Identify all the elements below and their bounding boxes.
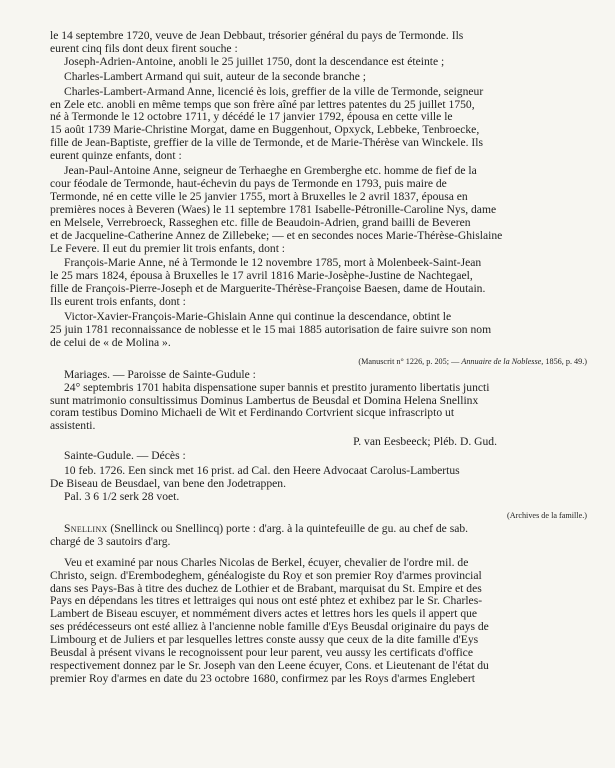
source-citation-text: (Manuscrit n° 1226, p. 205; — (358, 356, 462, 366)
mariages-heading: Mariages. — Paroisse de Sainte-Gudule : (64, 367, 256, 381)
paragraph-berkel-certificate: Veu et examiné par nous Charles Nicolas de Berkel, écuyer, chevalier de l'ordre mil. de Christo, seign. d'Erembodeghem, généalogiste du Roy et son premier Roy d'armes provincial dans ses Pays-Bas à titre des duchez de Lothier et de Brabant, marquisat du St. Empire et des Pays en dépendans les titres et lettraiges qui nous ont esté phtez et exhibez par le Sr. Charles- Lambert de Biseau escuyer, et nommément divers actes et lettres hors les quels il appert que ses prédécesseurs ont esté alliez à l'ancienne noble famille d'Eys Beusdal originaire du pays de Limbourg et de Juliers et par lesquelles lettres conste aussy que ceux de la dite famille d'Eys Beusdal à présent vivans le recognoissent pour leur parent, veu aussy les certificats d'office respectivement donnez par le Sr. Joseph van den Leene écuyer, Cons. et Lieutenant de l'état du premier Roy d'armes en date du 23 octobre 1680, confirmez par les Roys d'armes Englebert (50, 555, 489, 685)
deces-body: 10 feb. 1726. Een sinck met 16 prist. ad Cal. den Heere Advocaat Carolus-Lambertus De Biseau de Beusdael, van bene den Jodetrappen. (50, 464, 460, 491)
paragraph-victor-xavier: Victor-Xavier-François-Marie-Ghislain Anne qui continue la descendance, obtint le 25 juin 1781 reconnaissance de noblesse et le 15 mai 1885 autorisation de faire suivre son nom de celui de « de Molina ». (50, 310, 492, 349)
deces-pal: Pal. 3 6 1/2 serk 28 voet. (64, 490, 180, 503)
paragraph-francois-marie: François-Marie Anne, né à Termonde le 12 novembre 1785, mort à Molenbeek-Saint-Jean le 25 mars 1824, épousa à Bruxelles le 17 avril 1816 Marie-Josèphe-Justine de Nachtegael, fille de François-Pierre-Joseph et de Marguerite-Thérèse-Françoise Baesen, dame de Houtain. Ils eurent trois enfants, dont : (50, 256, 486, 309)
paragraph-joseph-adrien: Joseph-Adrien-Antoine, anobli le 25 juillet 1750, dont la descendance est éteinte ; (64, 54, 445, 68)
source-citation-italic: Annuaire de la Noblesse, (461, 356, 544, 366)
source-citation-tail: 1856, p. 49.) (543, 356, 587, 366)
mariages-signature: P. van Eesbeeck; Pléb. D. Gud. (353, 435, 497, 449)
snellinx-name: Snellinx (64, 521, 108, 535)
source-citation-manuscript (50, 356, 587, 367)
paragraph-charles-lambert-armand-anne: Charles-Lambert-Armand Anne, licencié ès lois, greffier de la ville de Termonde, seigneur en Zele etc. anobli en même temps que son frère aîné par lettres patentes du 25 juillet 1750, né à Termonde le 12 octobre 1711, y décédé le 17 janvier 1792, épousa en cette ville le 15 août 1739 Marie-Christine Morgat, dame en Buggenhout, Opxyck, Lebbeke, Tenbroecke, fille de Jean-Baptiste, greffier de la ville de Termonde, et de Marie-Thérèse van Winckele. Ils eurent quinze enfants, dont : (50, 84, 484, 163)
snellinx-paragraph (50, 523, 587, 549)
paragraph-charles-lambert: Charles-Lambert Armand qui suit, auteur de la seconde branche ; (64, 69, 366, 83)
mariages-body: 24° septembris 1701 habita dispensatione super bannis et prestito juramento libertatis juncti sunt matrimonio consultissimus Dominus Lambertus de Beusdal et Domina Helena Snellinx coram testibus Domino Michaeli de Wit et Ferdinando Cortvrient sicque infrascripto ut assistenti. (50, 380, 490, 433)
snellinx-body: (Snellinck ou Snellincq) porte : d'arg. à la quintefeuille de gu. au chef de sab. chargé de 3 sautoirs d'arg. (50, 521, 469, 548)
paragraph-continuation: le 14 septembre 1720, veuve de Jean Debbaut, trésorier général du pays de Termonde. Ils eurent cinq fils dont deux firent souche : (50, 29, 464, 55)
paragraph-jean-paul-antoine: Jean-Paul-Antoine Anne, seigneur de Terhaeghe en Gremberghe etc. homme de fief de la cour féodale de Termonde, haut-échevin du pays de Termonde en 1793, puis maire de Termonde, né en cette ville le 25 janvier 1755, mort à Bruxelles le 2 avril 1837, épousa en premières noces à Beveren (Waes) le 11 septembre 1781 Isabelle-Pétronille-Caroline Nys, dame en Melsele, Verrebroeck, Rasseghen etc. fille de Beaudoin-Adrien, grand bailli de Beveren et de Jacqueline-Catherine Annez de Zillebeke; — et en secondes noces Marie-Thérèse-Ghislaine Le Fevere. Il eut du premier lit trois enfants, dont : (50, 164, 503, 255)
deces-heading: Sainte-Gudule. — Décès : (64, 449, 186, 463)
source-citation-archives: (Archives de la famille.) (506, 510, 587, 520)
